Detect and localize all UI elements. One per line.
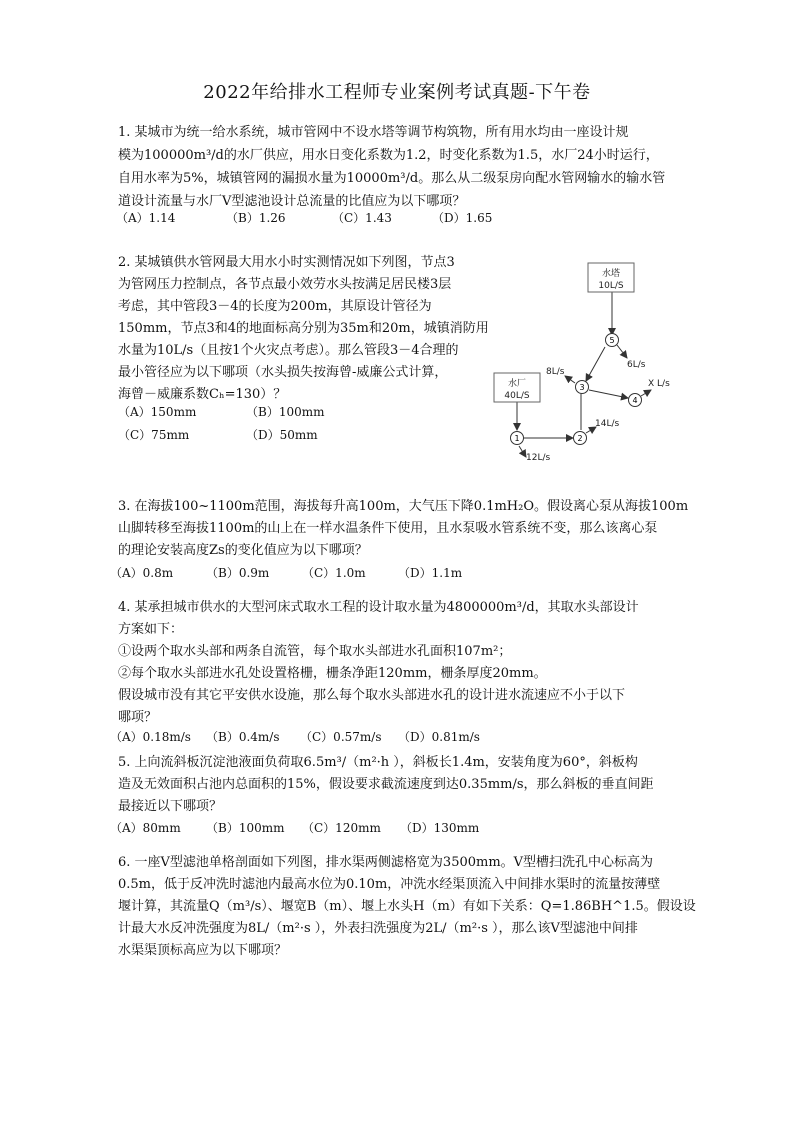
water-tower-flow: 10L/S <box>598 281 624 291</box>
q4-option-a: （A）0.18m/s <box>110 730 191 744</box>
q6-line-4: 计最大水反冲洗强度为8L/（m²·s ），外表扫洗强度为2L/（m²·s ），那么该V型滤池中间排 <box>118 921 638 936</box>
q4-option-b: （B）0.4m/s <box>206 730 280 744</box>
q2-option-b: （B）100mm <box>246 405 325 419</box>
node-1-label: 1 <box>514 434 520 443</box>
pipe-5-to-3 <box>586 347 605 381</box>
demand-arrow-5 <box>617 345 627 358</box>
q4-line-5: 假设城市没有其它平安供水设施，那么每个取水头部进水孔的设计进水流速应不小于以下 <box>118 688 626 703</box>
q1-line-4: 道设计流量与水厂V型滤池设计总流量的比值应为以下哪项？ <box>118 194 466 209</box>
q1-options <box>116 209 492 226</box>
q3-option-d: （D）1.1m <box>398 566 463 580</box>
q2-options-row-2 <box>118 426 318 443</box>
pipe-3-to-4 <box>589 390 628 398</box>
q5-option-d: （D）130mm <box>400 821 480 835</box>
q1-option-a: （A）1.14 <box>116 211 176 225</box>
node-5-label: 5 <box>609 336 615 345</box>
q4-line-4: ②每个取水头部进水孔处设置格栅，栅条净距120mm，栅条厚度20mm。 <box>118 666 547 681</box>
water-plant-flow: 40L/S <box>504 391 530 401</box>
q5-line-3: 最接近以下哪项？ <box>118 799 223 814</box>
q4-line-2: 方案如下： <box>118 622 184 637</box>
q6-line-5: 水渠渠顶标高应为以下哪项？ <box>118 943 288 958</box>
q6-line-3: 堰计算，其流量Q（m³/s）、堰宽B（m）、堰上水头H（m）有如下关系：Q=1.86BH^1.5。假设设 <box>118 899 696 914</box>
q1-option-d: （D）1.65 <box>432 211 493 225</box>
q3-option-a: （A）0.8m <box>110 566 174 580</box>
q2-options-row-1 <box>118 403 324 420</box>
q4-line-3: ①设两个取水头部和两条自流管，每个取水头部进水孔面积107m²； <box>118 644 512 659</box>
q2-option-d: （D）50mm <box>246 428 318 442</box>
flow-label-node-1: 12L/s <box>526 453 551 463</box>
q1-line-3: 自用水率为5%，城镇管网的漏损水量为10000m³/d。那么从二级泵房向配水管网输水的输水管 <box>118 171 666 186</box>
q6-line-1: 6. 一座V型滤池单格剖面如下列图，排水渠两侧滤格宽为3500mm。V型槽扫洗孔中心标高为 <box>118 855 654 870</box>
q1-option-b: （B）1.26 <box>226 211 286 225</box>
q6-line-2: 0.5m，低于反冲洗时滤池内最高水位为0.10m，冲洗水经渠顶流入中间排水渠时的流量按薄壁 <box>118 877 661 892</box>
q3-line-3: 的理论安装高度Zs的变化值应为以下哪项？ <box>118 543 368 558</box>
q3-option-b: （B）0.9m <box>206 566 270 580</box>
demand-arrow-4 <box>641 390 651 396</box>
q4-options <box>110 728 480 745</box>
node-2-label: 2 <box>577 434 583 443</box>
q4-option-d: （D）0.81m/s <box>398 730 480 744</box>
q3-line-1: 3. 在海拔100~1100m范围，海拔每升高100m，大气压下降0.1mH₂O。假设离心泵从海拔100m <box>118 499 689 514</box>
q2-line-3: 考虑，其中管段3－4的长度为200m，其原设计管径为 <box>118 299 432 314</box>
flow-label-node-5: 6L/s <box>627 360 646 370</box>
q1-line-2: 模为100000m³/d的水厂供应，用水日变化系数为1.2，时变化系数为1.5，水厂24小时运行， <box>118 148 659 163</box>
q1-option-c: （C）1.43 <box>332 211 392 225</box>
q2-line-5: 水量为10L/s（且按1个火灾点考虑）。那么管段3－4合理的 <box>118 343 459 358</box>
q5-option-a: （A）80mm <box>110 821 181 835</box>
q1-line-1: 1. 某城市为统一给水系统，城市管网中不设水塔等调节构筑物，所有用水均由一座设计规 <box>118 125 629 140</box>
q2-line-4: 150mm，节点3和4的地面标高分别为35m和20m，城镇消防用 <box>118 321 489 336</box>
q2-line-7: 海曾－威廉系数Cₕ=130）？ <box>118 387 287 402</box>
q2-option-a: （A）150mm <box>118 405 197 419</box>
node-3-label: 3 <box>579 383 585 392</box>
water-tower-label: 水塔 <box>601 269 621 279</box>
q5-line-1: 5. 上向流斜板沉淀池液面负荷取6.5m³/（m²·h ），斜板长1.4m，安装角度为60°，斜板构 <box>118 755 638 770</box>
demand-arrow-1 <box>519 446 526 457</box>
flow-label-node-2: 14L/s <box>595 419 620 429</box>
q5-option-b: （B）100mm <box>206 821 285 835</box>
q4-line-6: 哪项？ <box>118 710 158 725</box>
q5-line-2: 造及无效面积占池内总面积的15%，假设要求截流速度到达0.35mm/s，那么斜板的垂直间距 <box>118 777 654 792</box>
q2-line-2: 为管网压力控制点，各节点最小效劳水头按满足居民楼3层 <box>118 277 452 292</box>
pipe-network-diagram <box>488 258 688 468</box>
q4-option-c: （C）0.57m/s <box>300 730 382 744</box>
flow-label-node-4: X L/s <box>648 379 670 389</box>
q4-line-1: 4. 某承担城市供水的大型河床式取水工程的设计取水量为4800000m³/d，其取水头部设计 <box>118 600 639 615</box>
flow-label-node-3: 8L/s <box>546 367 565 377</box>
q2-line-1: 2. 某城镇供水管网最大用水小时实测情况如下列图，节点3 <box>118 255 455 270</box>
q3-options <box>110 564 462 581</box>
page-title: 2022年给排水工程师专业案例考试真题-下午卷 <box>203 82 591 103</box>
water-plant-label: 水厂 <box>507 379 527 389</box>
demand-arrow-3 <box>565 376 575 383</box>
q5-option-c: （C）120mm <box>302 821 381 835</box>
q3-option-c: （C）1.0m <box>302 566 366 580</box>
q5-options <box>110 819 479 836</box>
q3-line-2: 山脚转移至海拔1100m的山上在一样水温条件下使用，且水泵吸水管系统不变，那么该离心泵 <box>118 521 658 536</box>
q2-line-6: 最小管径应为以下哪项（水头损失按海曾-威廉公式计算， <box>118 365 448 380</box>
node-4-label: 4 <box>632 396 638 405</box>
q2-option-c: （C）75mm <box>118 428 190 442</box>
